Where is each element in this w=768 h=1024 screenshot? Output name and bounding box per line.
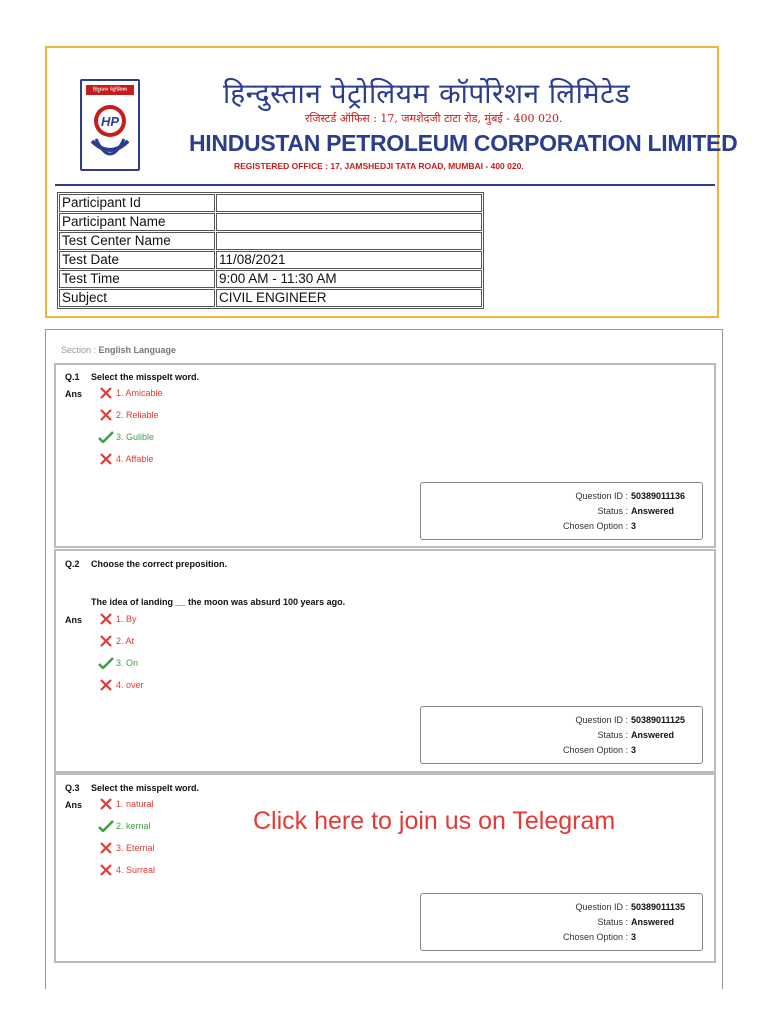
checkmark-icon (98, 657, 114, 669)
question-title (65, 559, 227, 569)
question-sentence: The idea of landing __ the moon was absurd 100 years ago. (91, 597, 346, 607)
table-row (59, 270, 482, 288)
option-3 (98, 842, 155, 854)
table-row (59, 251, 482, 269)
info-value: 11/08/2021 (216, 251, 482, 269)
option-1 (98, 798, 154, 810)
chosen-option-label: Chosen Option : (562, 932, 628, 942)
logo-hp-text: HP (100, 114, 120, 129)
question-id-value: 50389011125 (631, 715, 686, 725)
table-row (59, 232, 482, 250)
question-text: Select the misspelt word. (91, 783, 200, 793)
ans-label: Ans (65, 615, 83, 625)
question-id-label: Question ID : (575, 902, 628, 912)
question-id-label: Question ID : (575, 715, 628, 725)
table-row (59, 213, 482, 231)
hp-logo (80, 79, 140, 171)
participant-info-table (57, 192, 484, 309)
question-number: Q.3 (65, 783, 80, 793)
ans-label: Ans (65, 800, 83, 810)
status-label: Status : (597, 917, 628, 927)
info-value (216, 194, 482, 212)
info-label: Test Date (59, 251, 215, 269)
question-meta-box (420, 706, 703, 764)
telegram-join-link[interactable]: Click here to join us on Telegram (253, 807, 616, 835)
checkmark-icon (98, 431, 114, 443)
option-2 (98, 409, 159, 421)
cross-icon (98, 635, 114, 647)
option-4 (98, 453, 153, 465)
option-text: 2. Reliable (116, 410, 159, 420)
option-1 (98, 387, 163, 399)
chosen-option-label: Chosen Option : (562, 521, 628, 531)
option-text: 4. Surreal (116, 865, 156, 875)
info-value (216, 213, 482, 231)
cross-icon (98, 409, 114, 421)
info-value (216, 232, 482, 250)
option-text: 1. Amicable (116, 388, 163, 398)
question-block-2 (54, 549, 716, 773)
info-label: Participant Id (59, 194, 215, 212)
table-row (59, 194, 482, 212)
option-4 (98, 679, 144, 691)
cross-icon (98, 453, 114, 465)
question-number: Q.2 (65, 559, 80, 569)
header-divider (55, 184, 715, 186)
cross-icon (98, 387, 114, 399)
hp-emblem-icon (87, 99, 133, 165)
question-id-value: 50389011135 (631, 902, 686, 912)
option-text: 3. Gulible (116, 432, 155, 442)
section-name: English Language (98, 345, 177, 355)
option-1 (98, 613, 137, 625)
status-value: Answered (631, 730, 675, 740)
status-value: Answered (631, 506, 675, 516)
option-text: 4. Affable (116, 454, 154, 464)
cross-icon (98, 864, 114, 876)
option-text: 4. over (116, 680, 144, 690)
question-title (65, 372, 199, 382)
option-text: 2. kernal (116, 821, 151, 831)
question-block-1 (54, 363, 716, 548)
question-id-label: Question ID : (575, 491, 628, 501)
checkmark-icon (98, 820, 114, 832)
table-row (59, 289, 482, 307)
question-text: Select the misspelt word. (91, 372, 200, 382)
status-label: Status : (597, 506, 628, 516)
cross-icon (98, 679, 114, 691)
question-number: Q.1 (65, 372, 80, 382)
status-label: Status : (597, 730, 628, 740)
cross-icon (98, 798, 114, 810)
question-title (65, 783, 199, 793)
info-value: 9:00 AM - 11:30 AM (216, 270, 482, 288)
chosen-option-value: 3 (631, 521, 637, 531)
option-text: 3. On (116, 658, 139, 668)
option-text: 2. At (116, 636, 135, 646)
info-label: Participant Name (59, 213, 215, 231)
cross-icon (98, 613, 114, 625)
chosen-option-value: 3 (631, 745, 637, 755)
hindi-company-title: हिन्दुस्तान पेट्रोलियम कॉर्पोरेशन लिमिटेड (223, 77, 631, 110)
chosen-option-value: 3 (631, 932, 637, 942)
question-meta-box (420, 482, 703, 540)
hindi-address: रजिस्टर्ड ऑफिस : 17, जमशेदजी टाटा रोड, मुंबई - 400 020. (305, 112, 563, 125)
question-meta-box (420, 893, 703, 951)
info-label: Test Center Name (59, 232, 215, 250)
header-card (45, 46, 738, 318)
question-panel (45, 329, 723, 989)
ans-label: Ans (65, 389, 83, 399)
option-3 (98, 431, 154, 443)
english-address: REGISTERED OFFICE : 17, JAMSHEDJI TATA ROAD, MUMBAI - 400 020. (234, 161, 524, 171)
info-label: Subject (59, 289, 215, 307)
english-company-title: HINDUSTAN PETROLEUM CORPORATION LIMITED (189, 130, 738, 156)
option-3 (98, 657, 138, 669)
option-2 (98, 635, 134, 647)
section-prefix: Section : (61, 345, 99, 355)
option-4 (98, 864, 155, 876)
option-2 (98, 820, 151, 832)
option-text: 3. Eternal (116, 843, 155, 853)
info-value: CIVIL ENGINEER (216, 289, 482, 307)
status-value: Answered (631, 917, 675, 927)
chosen-option-label: Chosen Option : (562, 745, 628, 755)
logo-top-text: हिंदुस्तान पेट्रोलियम (86, 85, 134, 95)
info-label: Test Time (59, 270, 215, 288)
question-text: Choose the correct preposition. (91, 559, 228, 569)
question-block-3 (54, 773, 716, 963)
cross-icon (98, 842, 114, 854)
question-id-value: 50389011136 (631, 491, 686, 501)
option-text: 1. natural (116, 799, 154, 809)
option-text: 1. By (116, 614, 137, 624)
section-label (61, 345, 176, 355)
